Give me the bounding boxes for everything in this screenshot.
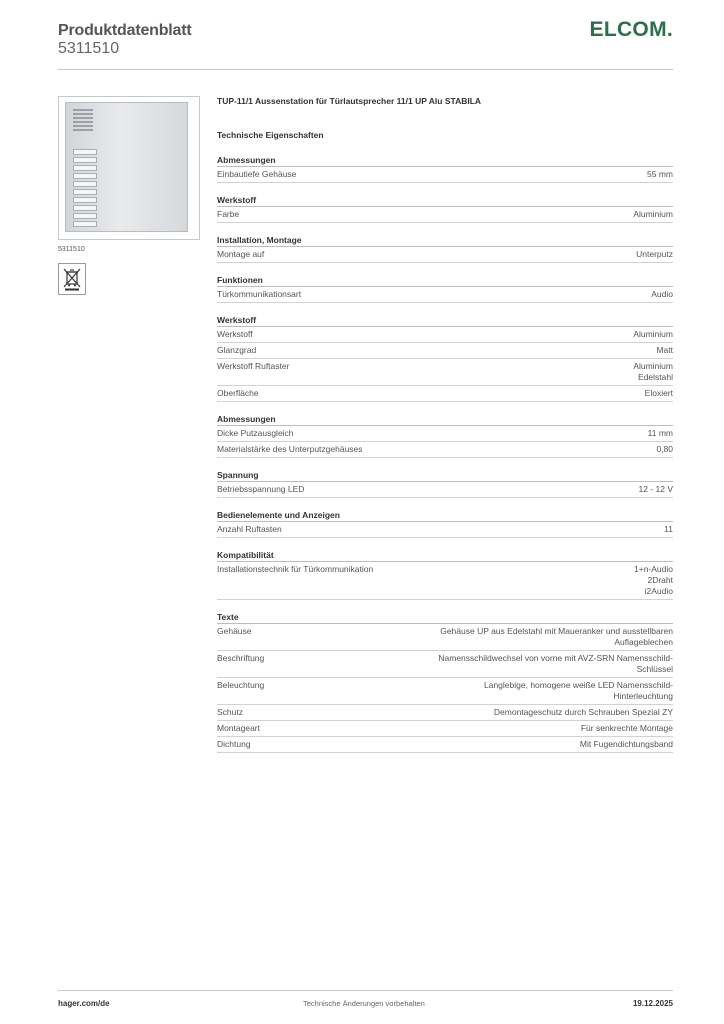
property-value (438, 653, 673, 675)
property-group (217, 612, 673, 753)
property-value (664, 524, 673, 535)
property-row (217, 442, 673, 458)
property-value-line: Gehäuse UP aus Edelstahl mit Maueranker und ausstellbaren (440, 626, 673, 636)
group-title: Bedienelemente und Anzeigen (217, 510, 673, 522)
property-group (217, 195, 673, 223)
property-label: Farbe (217, 209, 240, 219)
property-row (217, 624, 673, 651)
property-label: Oberfläche (217, 388, 259, 398)
property-row (217, 386, 673, 402)
property-row (217, 562, 673, 600)
property-label: Betriebsspannung LED (217, 484, 305, 494)
property-label: Anzahl Ruftasten (217, 524, 282, 534)
property-value-line: 11 (664, 524, 673, 534)
property-value (494, 707, 673, 718)
datasheet-content (217, 96, 673, 753)
call-button (73, 213, 97, 219)
property-label: Dichtung (217, 739, 251, 749)
property-label: Werkstoff Ruftaster (217, 361, 290, 371)
speaker-grille (73, 121, 93, 123)
property-value-line: 11 mm (647, 428, 673, 438)
property-value-line: 0,80 (656, 444, 673, 454)
call-button (73, 205, 97, 211)
property-value-line: Schlüssel (636, 664, 673, 674)
property-value (656, 444, 673, 455)
property-row (217, 522, 673, 538)
property-label: Materialstärke des Unterputzgehäuses (217, 444, 363, 454)
group-title: Werkstoff (217, 315, 673, 327)
property-value-line: i2Audio (644, 586, 673, 596)
call-button (73, 149, 97, 155)
call-button (73, 157, 97, 163)
property-label: Montage auf (217, 249, 265, 259)
section-heading: Technische Eigenschaften (217, 130, 324, 140)
property-row (217, 482, 673, 498)
property-value-line: Langlebige, homogene weiße LED Namensschild- (484, 680, 673, 690)
property-value (636, 249, 673, 260)
article-number: 5311510 (58, 40, 120, 57)
property-value (580, 739, 673, 750)
property-value (440, 626, 673, 648)
property-group (217, 235, 673, 263)
property-value-line: Unterputz (636, 249, 673, 259)
property-value-line: Hinterleuchtung (613, 691, 673, 701)
property-value-line: Aluminium (633, 209, 673, 219)
property-value-line: 55 mm (647, 169, 673, 179)
speaker-grille (73, 113, 93, 115)
property-label: Glanzgrad (217, 345, 257, 355)
property-row (217, 737, 673, 753)
property-value-line: 12 - 12 V (638, 484, 673, 494)
door-station-panel (65, 102, 188, 232)
property-value-line: Matt (656, 345, 673, 355)
property-value (581, 723, 673, 734)
property-value-line: 1+n-Audio (634, 564, 673, 574)
property-group (217, 414, 673, 458)
group-title: Installation, Montage (217, 235, 673, 247)
property-label: Türkommunikationsart (217, 289, 302, 299)
property-group (217, 315, 673, 402)
property-label: Einbautiefe Gehäuse (217, 169, 297, 179)
product-image (58, 96, 200, 240)
image-caption: 5311510 (58, 246, 85, 253)
property-value-line: Aluminium (633, 361, 673, 371)
property-row (217, 678, 673, 705)
property-label: Beschriftung (217, 653, 265, 663)
property-row (217, 359, 673, 386)
brand-logo: ELCOM. (589, 18, 673, 41)
property-value (633, 209, 673, 220)
property-value (645, 388, 673, 399)
group-title: Abmessungen (217, 155, 673, 167)
property-value-line: Demontageschutz durch Schrauben Spezial ZY (493, 707, 673, 717)
property-value-line: Namensschildwechsel von vorne mit AVZ-SRN Namensschild- (438, 653, 673, 663)
property-group (217, 155, 673, 183)
property-row (217, 426, 673, 442)
group-title: Kompatibilität (217, 550, 673, 562)
speaker-grille (73, 125, 93, 127)
property-value (639, 484, 674, 495)
product-image-column (58, 96, 200, 295)
product-title: TUP-11/1 Aussenstation für Türlautsprecher 11/1 UP Alu STABILA (217, 96, 482, 106)
footer-disclaimer: Technische Änderungen vorbehalten (303, 999, 425, 1008)
property-value (633, 361, 673, 383)
property-groups (217, 155, 673, 753)
property-value (634, 564, 673, 597)
property-row (217, 651, 673, 678)
call-button (73, 165, 97, 171)
speaker-grille (73, 129, 93, 131)
property-value-line: Mit Fugendichtungsband (579, 739, 673, 749)
speaker-grille (73, 117, 93, 119)
property-row (217, 247, 673, 263)
crossed-bin-icon (58, 263, 86, 295)
page-header (58, 18, 673, 70)
call-button (73, 221, 97, 227)
property-group (217, 550, 673, 600)
call-button (73, 181, 97, 187)
property-row (217, 327, 673, 343)
property-value-line: Edelstahl (638, 372, 673, 382)
property-value-line: Aluminium (633, 329, 673, 339)
property-row (217, 721, 673, 737)
property-row (217, 343, 673, 359)
property-value (656, 345, 673, 356)
footer-date: 19.12.2025 (632, 999, 673, 1008)
group-title: Funktionen (217, 275, 673, 287)
property-label: Schutz (217, 707, 243, 717)
group-title: Werkstoff (217, 195, 673, 207)
property-value (648, 428, 673, 439)
property-value (633, 329, 673, 340)
property-value-line: Auflageblechen (614, 637, 673, 647)
group-title: Texte (217, 612, 673, 624)
call-button (73, 189, 97, 195)
property-row (217, 287, 673, 303)
property-label: Beleuchtung (217, 680, 265, 690)
document-title: Produktdatenblatt (58, 22, 192, 39)
property-label: Installationstechnik für Türkommunikation (217, 564, 374, 574)
group-title: Spannung (217, 470, 673, 482)
property-value (651, 289, 673, 300)
property-label: Montageart (217, 723, 260, 733)
group-title: Abmessungen (217, 414, 673, 426)
property-group (217, 510, 673, 538)
call-button (73, 197, 97, 203)
property-value-line: Für senkrechte Montage (580, 723, 673, 733)
property-label: Gehäuse (217, 626, 252, 636)
property-group (217, 470, 673, 498)
footer-website: hager.com/de (58, 999, 110, 1008)
property-row (217, 705, 673, 721)
speaker-grille (73, 109, 93, 111)
property-value (647, 169, 673, 180)
property-group (217, 275, 673, 303)
property-label: Dicke Putzausgleich (217, 428, 294, 438)
property-value-line: Eloxiert (644, 388, 673, 398)
property-value-line: 2Draht (647, 575, 673, 585)
property-row (217, 167, 673, 183)
call-button (73, 173, 97, 179)
page-footer (58, 990, 673, 1014)
property-row (217, 207, 673, 223)
property-value-line: Audio (651, 289, 673, 299)
property-label: Werkstoff (217, 329, 253, 339)
property-value (484, 680, 673, 702)
